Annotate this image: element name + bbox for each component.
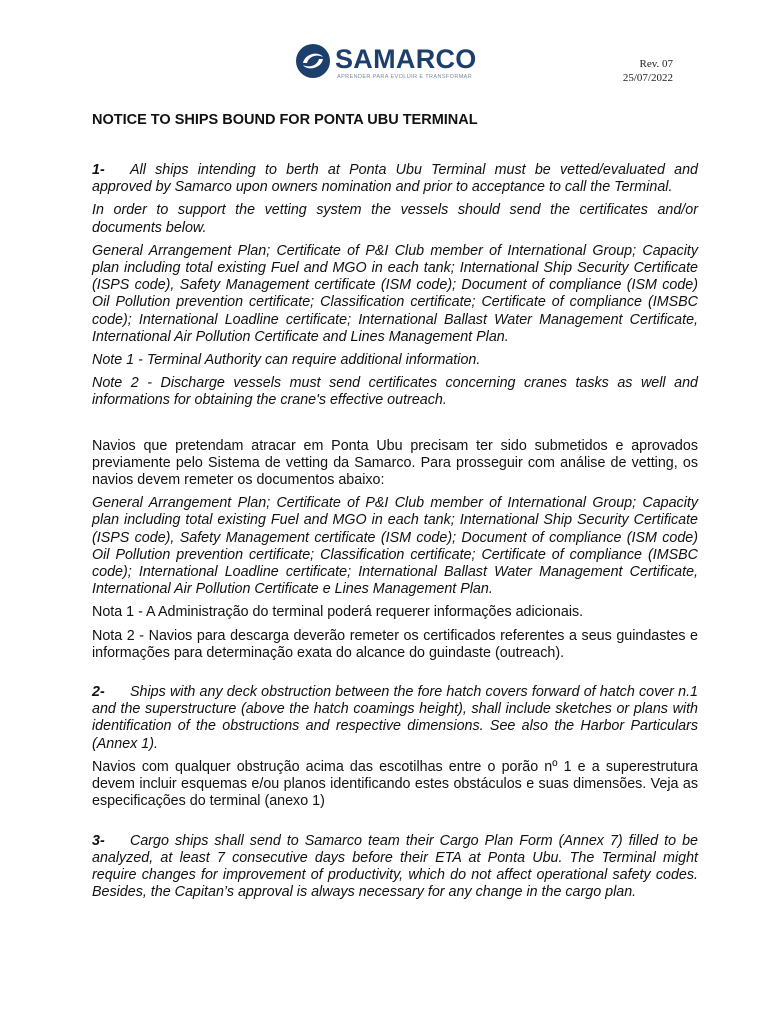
document-title: NOTICE TO SHIPS BOUND FOR PONTA UBU TERMINAL [92, 112, 478, 128]
revision-number: Rev. 07 [639, 58, 673, 70]
section2-para1 [92, 684, 698, 753]
revision-date: 25/07/2022 [622, 72, 673, 84]
section1-number: 1- [92, 162, 105, 178]
spacer [92, 817, 698, 833]
section1-pt-para1: Navios que pretendam atracar em Ponta Ubu precisam ter sido submetidos e aprovados previamente pelo Sistema de vetting da Samarco. Para prosseguir com análise de vetting, os navios devem remeter os documentos abaixo: [92, 437, 698, 489]
section1-para1 [92, 162, 698, 196]
section1-pt-para2: General Arrangement Plan; Certificate of P&I Club member of International Group; Capacity plan including total existing Fuel and MGO in each tank; International Ship Security Certificate (ISPS code), Safety Management certificate (ISM code); Document of compliance (ISM code) Oil Pollution prevention certificate; Classification certificate; Certificate of compliance (IMSBC code); International Loadline certificate; International Ballast Water Management Certificate, International Air Pollution Certificate e Lines Management Plan. [92, 495, 698, 598]
section1-para3: General Arrangement Plan; Certificate of P&I Club member of International Group; Capacity plan including total existing Fuel and MGO in each tank; International Ship Security Certificate (ISPS code), Safety Management certificate (ISM code); Document of compliance (ISM code) Oil Pollution prevention certificate; Classification certificate; Certificate of compliance (IMSBC code); International Loadline certificate; International Ballast Water Management Certificate, International Air Pollution Certificate and Lines Management Plan. [92, 242, 698, 345]
spacer [92, 416, 698, 438]
document-body [92, 111, 698, 907]
section1-para2: In order to support the vetting system the vessels should send the certificates and/or documents below. [92, 202, 698, 236]
section1-pt-note2: Nota 2 - Navios para descarga deverão remeter os certificados referentes a seus guindastes e informações para determinação exata do alcance do guindaste (outreach). [92, 627, 698, 661]
section3-para1-text: Cargo ships shall send to Samarco team their Cargo Plan Form (Annex 7) filled to be analyzed, at least 7 consecutive days before their ETA at Ponta Ubu. The Terminal might require changes for improvement of productivity, which do not affect operational safety codes. Besides, the Capitan’s approval is always necessary for any change in the cargo plan. [92, 832, 698, 901]
section1-pt-note1: Nota 1 - A Administração do terminal poderá requerer informações adicionais. [92, 604, 584, 621]
section2-number: 2- [92, 684, 105, 701]
revision-block [623, 57, 673, 85]
section1-note2: Note 2 - Discharge vessels must send certificates concerning cranes tasks as well and informations for obtaining the crane's effective outreach. [92, 375, 698, 409]
section2-para1-text: Ships with any deck obstruction between the fore hatch covers forward of hatch cover n.1 and the superstructure (above the hatch coamings height), shall include sketches or plans with identification of the obstructions and respective dimensions. See also the Harbor Particulars (Annex 1). [92, 684, 698, 752]
section1-note1: Note 1 - Terminal Authority can require additional information. [92, 352, 481, 369]
brand-tagline: APRENDER PARA EVOLUIR E TRANSFORMAR [337, 74, 473, 80]
samarco-logo [295, 40, 477, 86]
section3-para1 [92, 833, 698, 902]
section3-number: 3- [92, 832, 105, 849]
samarco-swirl-icon [295, 43, 331, 79]
brand-name: SAMARCO [335, 44, 477, 74]
section2-pt-para1: Navios com qualquer obstrução acima das escotilhas entre o porão nº 1 e a superestrutura devem incluir esquemas e/ou planos identificando estes obstáculos e suas dimensões. Veja as especificações do terminal (anexo 1) [92, 758, 698, 810]
section1-para1-text: All ships intending to berth at Ponta Ubu Terminal must be vetted/evaluated and approved by Samarco upon owners nomination and prior to acceptance to call the Terminal. [92, 162, 698, 196]
spacer [92, 668, 698, 684]
